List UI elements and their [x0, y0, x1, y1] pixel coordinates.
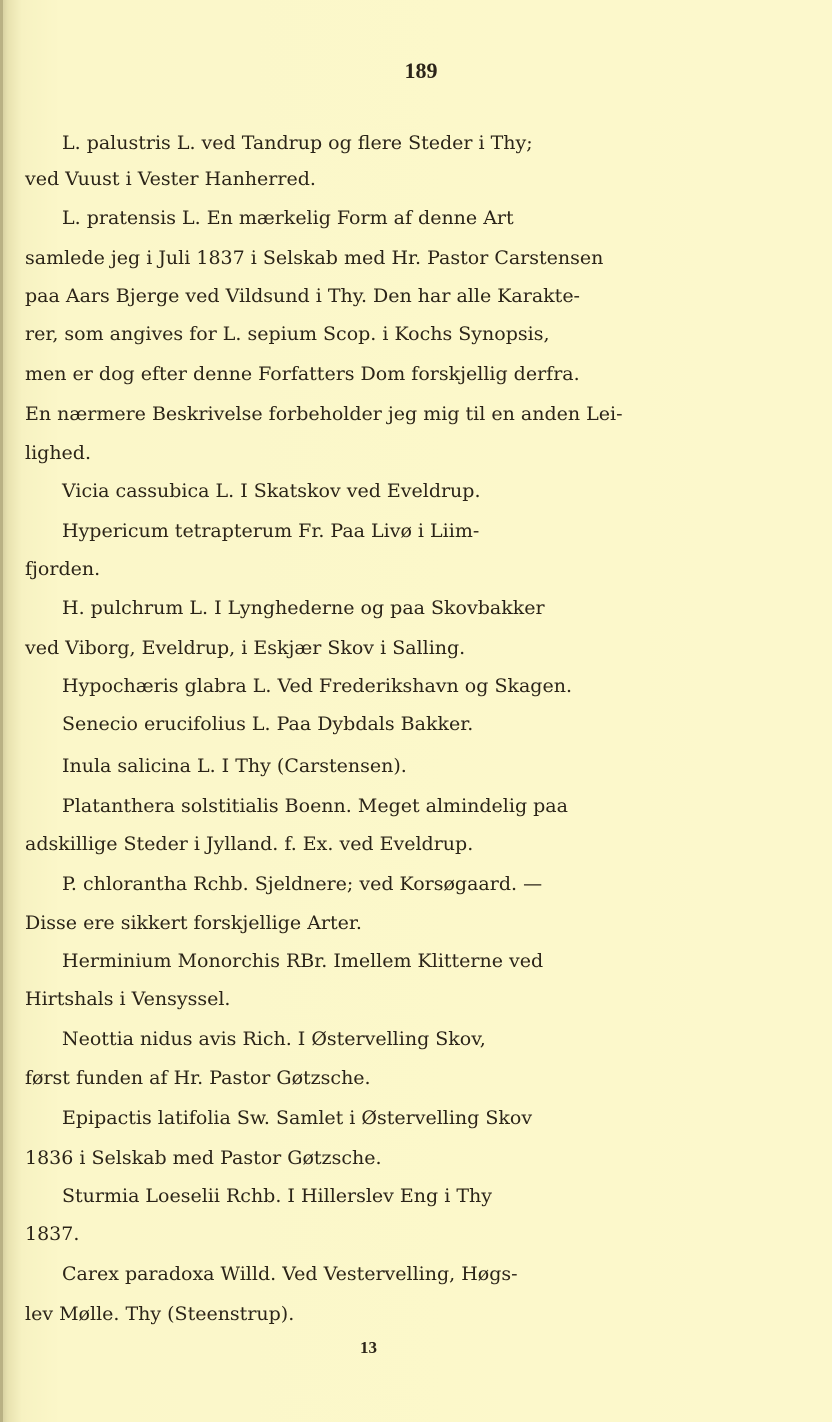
text-line: Sturmia Loeselii Rchb. I Hillerslev Eng i Thy	[62, 1185, 493, 1207]
text-line: samlede jeg i Juli 1837 i Selskab med Hr. Pastor Carstensen	[25, 247, 604, 269]
text-line: Disse ere sikkert forskjellige Arter.	[25, 912, 362, 934]
signature-mark: 13	[360, 1338, 377, 1357]
text-line: Senecio erucifolius L. Paa Dybdals Bakker.	[62, 713, 474, 735]
text-line: men er dog efter denne Forfatters Dom forskjellig derfra.	[25, 363, 580, 385]
text-line: lighed.	[25, 442, 91, 464]
text-line: rer, som angives for L. sepium Scop. i Kochs Synopsis,	[25, 323, 550, 345]
text-line: Carex paradoxa Willd. Ved Vestervelling, Høgs-	[62, 1263, 518, 1285]
text-line: Epipactis latifolia Sw. Samlet i Østervelling Skov	[62, 1107, 533, 1129]
page-number: 189	[404, 58, 438, 83]
text-line: En nærmere Beskrivelse forbeholder jeg mig til en anden Lei-	[25, 403, 623, 425]
text-line: Neottia nidus avis Rich. I Østervelling Skov,	[62, 1028, 486, 1050]
text-line: paa Aars Bjerge ved Vildsund i Thy. Den har alle Karakte-	[25, 285, 580, 307]
text-line: Platanthera solstitialis Boenn. Meget almindelig paa	[62, 795, 568, 817]
text-line: lev Mølle. Thy (Steenstrup).	[25, 1303, 295, 1325]
text-line: ved Vuust i Vester Hanherred.	[25, 168, 316, 190]
page-binding-edge	[0, 0, 3, 1422]
text-line: Inula salicina L. I Thy (Carstensen).	[62, 755, 407, 777]
text-line: adskillige Steder i Jylland. f. Ex. ved Eveldrup.	[25, 833, 474, 855]
text-line: L. pratensis L. En mærkelig Form af denne Art	[62, 207, 514, 229]
text-line: H. pulchrum L. I Lynghederne og paa Skovbakker	[62, 597, 545, 619]
text-line: L. palustris L. ved Tandrup og flere Steder i Thy;	[62, 132, 533, 154]
text-line: P. chlorantha Rchb. Sjeldnere; ved Korsøgaard. —	[62, 873, 543, 895]
text-line: fjorden.	[25, 558, 101, 580]
text-line: Hirtshals i Vensyssel.	[25, 988, 231, 1010]
text-line: Hypochæris glabra L. Ved Frederikshavn og Skagen.	[62, 675, 572, 697]
text-line: 1837.	[25, 1223, 80, 1245]
text-line: Vicia cassubica L. I Skatskov ved Eveldrup.	[62, 480, 481, 502]
text-line: Herminium Monorchis RBr. Imellem Klitterne ved	[62, 950, 544, 972]
text-line: 1836 i Selskab med Pastor Gøtzsche.	[25, 1147, 382, 1169]
text-line: ved Viborg, Eveldrup, i Eskjær Skov i Salling.	[25, 637, 466, 659]
text-line: først funden af Hr. Pastor Gøtzsche.	[25, 1067, 371, 1089]
text-line: Hypericum tetrapterum Fr. Paa Livø i Liim-	[62, 520, 480, 542]
